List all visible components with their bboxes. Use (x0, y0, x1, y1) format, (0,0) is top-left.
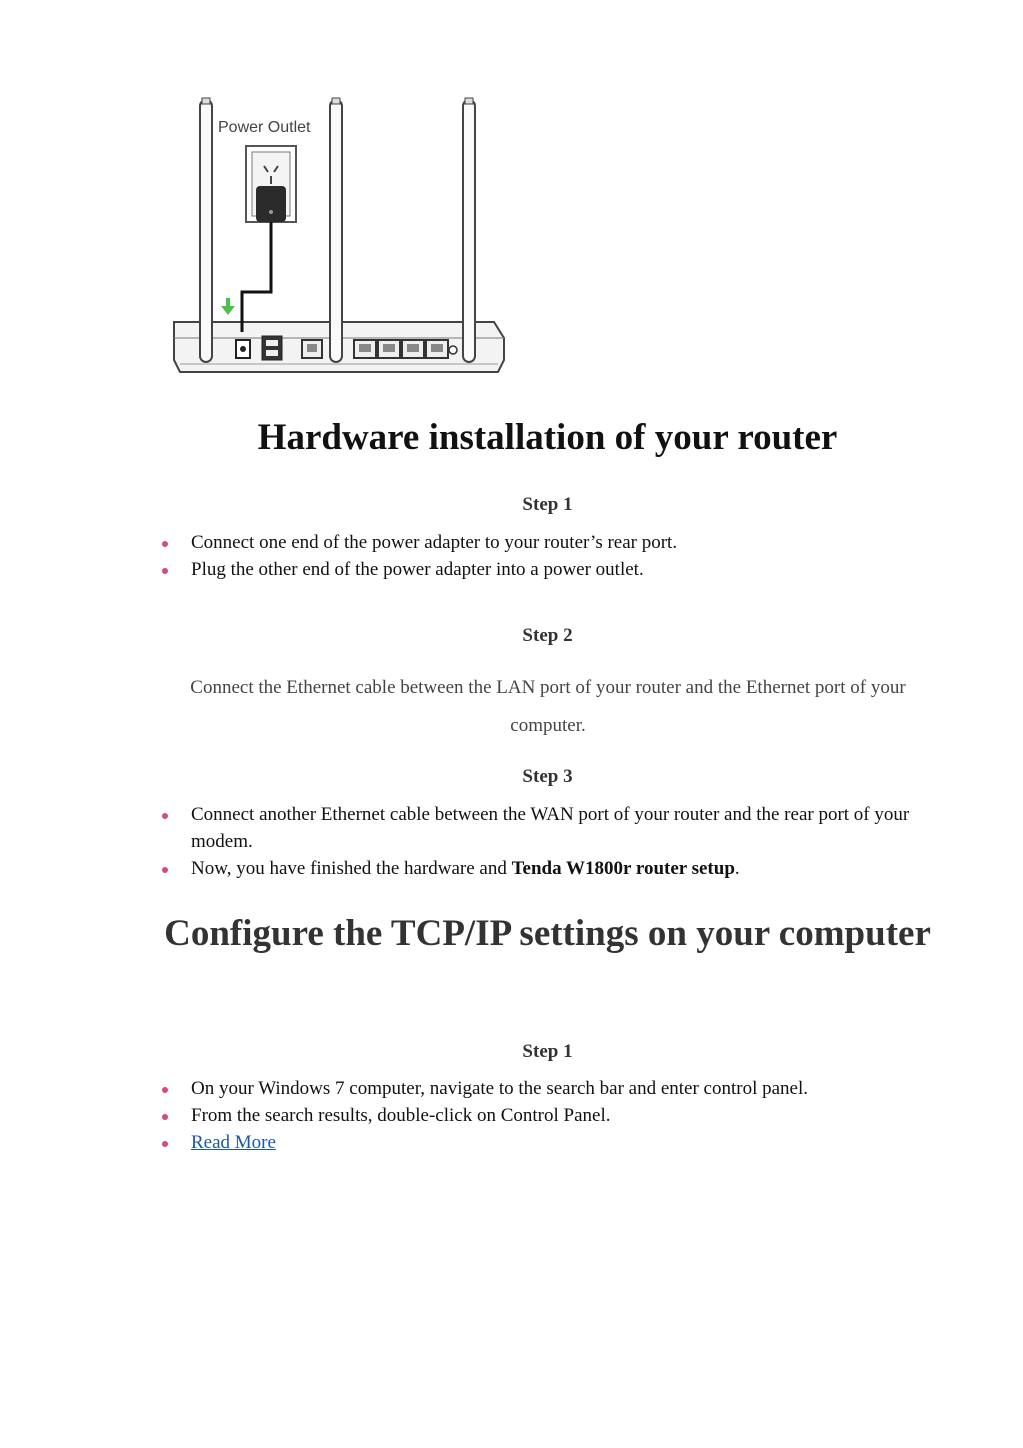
step1-bullet-list (160, 529, 950, 583)
step3-bullet-list (160, 801, 950, 882)
arrow-down-icon (221, 298, 235, 315)
step2-label: Step 2 (522, 625, 573, 646)
lan-ports (354, 340, 448, 358)
bullet-dot-icon (162, 1114, 168, 1120)
read-more-link[interactable]: Read More (191, 1132, 276, 1153)
list-item: Connect another Ethernet cable between the WAN port of your router and the rear port of your modem. (160, 801, 950, 855)
list-item (160, 1129, 950, 1156)
section2-step1-bullet-list (160, 1075, 950, 1156)
step3-label: Step 3 (522, 766, 573, 787)
bullet-dot-icon (162, 541, 168, 547)
section2-step1-label: Step 1 (522, 1041, 573, 1062)
outlet-label: Power Outlet (218, 119, 311, 136)
antenna-left (200, 98, 212, 362)
router-rear-panel-illustration (160, 92, 520, 382)
bullet-dot-icon (162, 813, 168, 819)
list-item: Now, you have finished the hardware and Tenda W1800r router setup. (160, 855, 950, 882)
step2-paragraph: Connect the Ethernet cable between the LAN port of your router and the Ethernet port of your computer. (190, 677, 906, 736)
tcpip-settings-heading: Configure the TCP/IP settings on your computer (164, 913, 931, 954)
bullet-dot-icon (162, 1087, 168, 1093)
hardware-installation-heading: Hardware installation of your router (257, 417, 838, 458)
bullet-dot-icon (162, 568, 168, 574)
list-item: Plug the other end of the power adapter into a power outlet. (160, 556, 950, 583)
antenna-right (463, 98, 475, 362)
list-item: From the search results, double-click on Control Panel. (160, 1102, 950, 1129)
bullet-dot-icon (162, 1141, 168, 1147)
list-item: Connect one end of the power adapter to your router’s rear port. (160, 529, 950, 556)
antenna-middle (330, 98, 342, 362)
product-name: Tenda W1800r router setup (511, 858, 735, 879)
router-figure (160, 92, 520, 382)
bullet-dot-icon (162, 867, 168, 873)
list-item: On your Windows 7 computer, navigate to the search bar and enter control panel. (160, 1075, 950, 1102)
step1-label: Step 1 (522, 494, 573, 515)
